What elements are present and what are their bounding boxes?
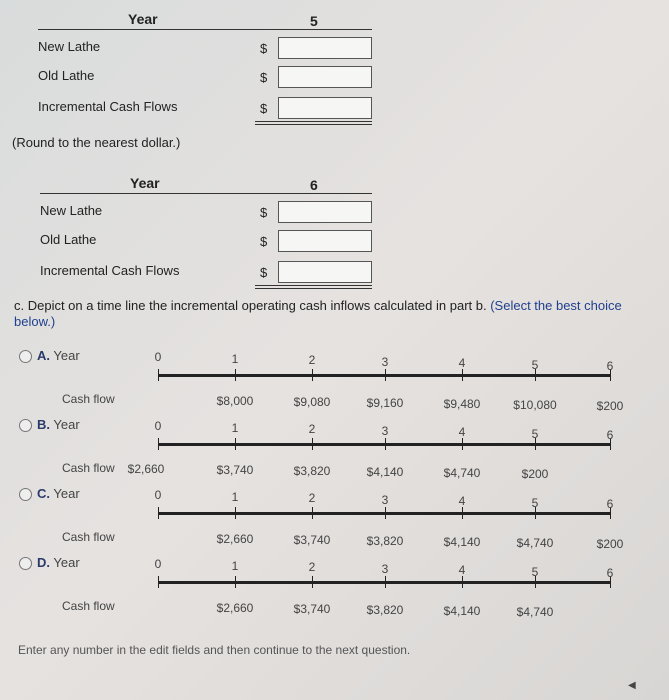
timeline [158,443,610,446]
year-tick-label: 3 [381,423,389,438]
row-label: Old Lathe [40,232,97,247]
timeline-tick [158,507,159,519]
row-label: New Lathe [40,203,103,218]
timeline-tick [158,438,159,450]
cash-flow-label: Cash flow [62,530,115,544]
timeline-tick [462,507,463,519]
cash-flow-value: $2,660 [216,601,254,615]
cash-flow-value: $200 [596,399,624,413]
option-radio[interactable] [19,488,32,501]
question: c. Depict on a time line the incremental operating cash inflows calculated in part b. (Select the best choice below.) [14,298,622,329]
option-radio[interactable] [19,350,32,363]
timeline-tick [235,576,236,588]
year-tick-label: 6 [606,566,614,580]
cash-flow-value: $4,740 [516,605,554,619]
timeline-tick [385,507,386,519]
year-tick-label: 3 [381,492,389,507]
currency-symbol: $ [260,70,268,85]
cash-flow-value: $3,740 [293,602,331,616]
amount-input[interactable] [278,201,372,223]
year-tick-label: 2 [308,560,316,574]
amount-input[interactable] [278,261,372,283]
year-tick-label: 5 [531,426,539,441]
year-tick-label: 1 [231,351,239,366]
cash-flow-value: $4,740 [516,536,554,550]
year-tick-label: 4 [458,563,466,577]
timeline [158,374,610,377]
currency-symbol: $ [260,265,268,280]
cash-flow-label: Cash flow [62,392,115,406]
amount-input[interactable] [278,37,372,59]
year-number: 6 [310,177,318,193]
year-number: 5 [310,13,318,29]
timeline-tick [312,438,313,450]
year-tick-label: 0 [154,488,162,502]
currency-symbol: $ [260,101,268,116]
year-tick-label: 6 [606,428,614,442]
year-header: Year [130,175,160,191]
cash-flow-value: $9,160 [366,396,404,410]
year-tick-label: 3 [381,561,389,576]
cash-flow-value: $200 [521,467,549,481]
timeline-tick [385,438,386,450]
year-tick-label: 5 [531,495,539,510]
year-tick-label: 2 [308,491,316,505]
year-tick-label: 3 [381,354,389,369]
year-tick-label: 1 [231,558,239,573]
cash-flow-value: $3,740 [293,533,331,547]
year-tick-label: 6 [606,359,614,373]
amount-input[interactable] [278,66,372,88]
cash-flow-value: $3,820 [366,534,404,548]
cash-flow-label: Cash flow [62,461,115,475]
option-label[interactable]: C. Year [37,486,80,501]
cash-flow-value: $8,000 [216,394,254,408]
year-header: Year [128,11,158,27]
year-tick-label: 0 [154,350,162,364]
cash-flow-value: $3,820 [293,464,331,478]
cash-flow-value: $9,080 [293,395,331,409]
option-radio[interactable] [19,557,32,570]
timeline-tick [462,438,463,450]
option-label[interactable]: D. Year [37,555,80,570]
year-tick-label: 2 [308,353,316,367]
cash-flow-value: $4,140 [366,465,404,479]
year-tick-label: 2 [308,422,316,436]
timeline-tick [312,369,313,381]
year-tick-label: 4 [458,494,466,508]
year-tick-label: 1 [231,489,239,504]
footer-instruction: Enter any number in the edit fields and then continue to the next question. [18,643,411,657]
option-radio[interactable] [19,419,32,432]
cash-flow-value: $200 [596,537,624,551]
cash-flow-label: Cash flow [62,599,115,613]
year-tick-label: 6 [606,497,614,511]
currency-symbol: $ [260,41,268,56]
year-tick-label: 1 [231,420,239,435]
option-label[interactable]: B. Year [37,417,80,432]
year-tick-label: 5 [531,357,539,372]
year-tick-label: 0 [154,419,162,433]
year-tick-label: 4 [458,356,466,370]
amount-input[interactable] [278,97,372,119]
timeline-tick [312,507,313,519]
timeline-tick [235,369,236,381]
currency-symbol: $ [260,234,268,249]
round-note: (Round to the nearest dollar.) [12,135,181,150]
cash-flow-value: $9,480 [443,397,481,411]
cash-flow-value: $3,820 [366,603,404,617]
row-label: New Lathe [38,39,101,54]
timeline-tick [385,576,386,588]
timeline-tick [312,576,313,588]
scroll-arrow-icon[interactable]: ◀ [628,680,636,691]
timeline-tick [385,369,386,381]
cash-flow-value: $2,660 [127,462,165,476]
timeline-tick [235,438,236,450]
cash-flow-value: $10,080 [513,398,557,412]
year-tick-label: 5 [531,564,539,579]
cash-flow-value: $2,660 [216,532,254,546]
currency-symbol: $ [260,205,268,220]
option-label[interactable]: A. Year [37,348,80,363]
row-label: Incremental Cash Flows [38,99,178,114]
timeline-tick [462,369,463,381]
amount-input[interactable] [278,230,372,252]
year-tick-label: 4 [458,425,466,439]
timeline-tick [235,507,236,519]
year-tick-label: 0 [154,557,162,571]
cash-flow-value: $4,740 [443,466,481,480]
cash-flow-value: $4,140 [443,604,481,618]
row-label: Incremental Cash Flows [40,263,180,278]
timeline-tick [158,369,159,381]
row-label: Old Lathe [38,68,95,83]
timeline [158,581,610,584]
cash-flow-value: $4,140 [443,535,481,549]
cash-flow-value: $3,740 [216,463,254,477]
timeline [158,512,610,515]
timeline-tick [158,576,159,588]
timeline-tick [462,576,463,588]
